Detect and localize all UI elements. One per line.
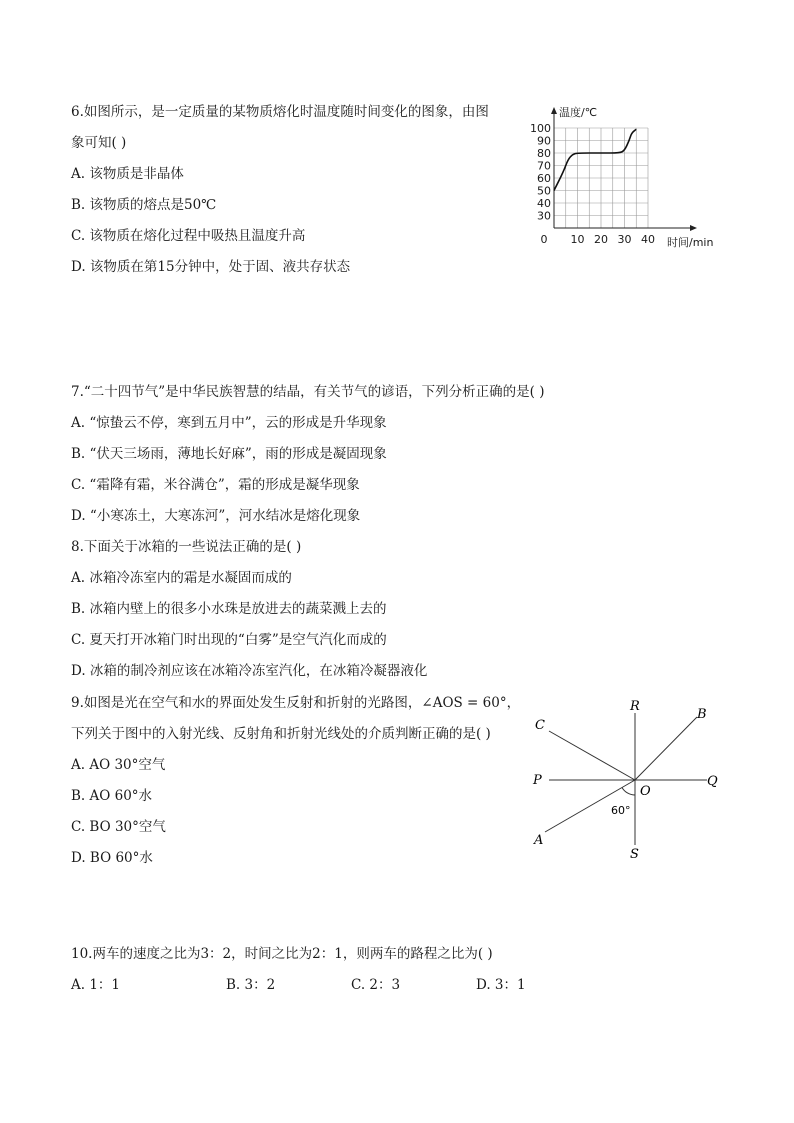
x-axis-arrow	[690, 225, 697, 231]
q9-option-b[interactable]: B. AO 60°水	[71, 788, 153, 804]
temperature-curve	[554, 129, 636, 190]
y-tick-label: 100	[530, 122, 551, 135]
label-c: C	[535, 718, 545, 733]
x-tick-label: 30	[617, 233, 632, 246]
ray-oc	[549, 731, 635, 780]
x-tick-label: 10	[570, 233, 585, 246]
q8-option-d[interactable]: D. 冰箱的制冷剂应该在冰箱冷冻室汽化，在冰箱冷凝器液化	[71, 663, 428, 679]
q9-stem-line1: 9.如图是光在空气和水的界面处发生反射和折射的光路图，∠AOS = 60°，	[71, 695, 521, 711]
chart-axes	[551, 107, 697, 231]
question-10	[71, 939, 526, 1001]
label-o: O	[640, 784, 651, 799]
ray-ob	[635, 717, 697, 780]
q8-option-b[interactable]: B. 冰箱内壁上的很多小水珠是放进去的蔬菜溅上去的	[71, 601, 387, 617]
q10-option-c[interactable]: C. 2：3	[351, 977, 401, 993]
q6-stem-line2: 象可知( )	[71, 135, 127, 151]
chart-grid	[554, 128, 648, 228]
y-tick-label: 70	[537, 159, 551, 173]
q6-stem-line1: 6.如图所示，是一定质量的某物质熔化时温度随时间变化的图象，由图	[71, 104, 489, 120]
angle-arc-aos	[622, 788, 635, 796]
q6-option-a[interactable]: A. 该物质是非晶体	[71, 166, 184, 182]
chart-series	[554, 129, 636, 190]
q9-option-c[interactable]: C. BO 30°空气	[71, 819, 166, 835]
x-tick-label: 40	[641, 233, 655, 246]
y-tick-label: 40	[537, 197, 551, 210]
question-6	[71, 97, 489, 283]
q6-option-d[interactable]: D. 该物质在第15分钟中，处于固、液共存状态	[71, 259, 351, 275]
q8-stem: 8.下面关于冰箱的一些说法正确的是( )	[71, 539, 302, 555]
y-tick-label: 50	[537, 184, 551, 198]
x-tick-label: 20	[594, 233, 608, 246]
q7-option-c[interactable]: C. “霜降有霜，米谷满仓”，霜的形成是凝华现象	[71, 477, 360, 493]
y-axis-arrow	[551, 107, 557, 114]
melting-curve-chart	[528, 100, 728, 255]
y-tick-label: 90	[537, 134, 551, 148]
q7-option-d[interactable]: D. “小寒冻土，大寒冻河”，河水结冰是熔化现象	[71, 508, 361, 524]
q10-stem: 10.两车的速度之比为3：2，时间之比为2：1，则两车的路程之比为( )	[71, 946, 493, 962]
q10-option-d[interactable]: D. 3：1	[476, 977, 526, 993]
q6-option-b[interactable]: B. 该物质的熔点是50℃	[71, 197, 217, 213]
chart-y-axis-label: 温度/℃	[559, 106, 598, 119]
label-s: S	[630, 847, 639, 862]
q9-option-a[interactable]: A. AO 30°空气	[71, 757, 166, 773]
y-tick-label: 30	[537, 209, 551, 223]
q9-stem-line2: 下列关于图中的入射光线、反射角和折射光线处的介质判断正确的是( )	[71, 726, 491, 742]
q9-option-d[interactable]: D. BO 60°水	[71, 850, 153, 866]
label-p: P	[533, 773, 542, 788]
angle-label: 60°	[611, 804, 631, 817]
question-7	[71, 377, 545, 532]
q8-option-c[interactable]: C. 夏天打开冰箱门时出现的“白雾”是空气汽化而成的	[71, 632, 387, 648]
label-r: R	[630, 699, 640, 714]
q8-option-a[interactable]: A. 冰箱冷冻室内的霜是水凝固而成的	[71, 570, 292, 586]
x-tick-label: 0	[540, 233, 548, 246]
light-path-diagram	[525, 695, 725, 865]
label-q: Q	[707, 774, 718, 789]
question-9	[71, 688, 520, 874]
y-tick-label: 60	[537, 172, 551, 185]
question-8	[71, 532, 427, 687]
q10-options-row	[71, 970, 526, 1001]
label-a: A	[534, 833, 544, 848]
q7-option-a[interactable]: A. “惊蛰云不停，寒到五月中”，云的形成是升华现象	[71, 415, 387, 431]
q7-option-b[interactable]: B. “伏天三场雨，薄地长好麻”，雨的形成是凝固现象	[71, 446, 387, 462]
q10-option-b[interactable]: B. 3：2	[226, 977, 276, 993]
q10-option-a[interactable]: A. 1：1	[71, 977, 121, 993]
q6-option-c[interactable]: C. 该物质在熔化过程中吸热且温度升高	[71, 228, 306, 244]
q7-stem: 7.“二十四节气”是中华民族智慧的结晶，有关节气的谚语，下列分析正确的是( )	[71, 384, 545, 400]
label-b: B	[697, 707, 707, 722]
chart-x-axis-label: 时间/min	[667, 236, 714, 249]
y-tick-label: 80	[537, 147, 551, 160]
